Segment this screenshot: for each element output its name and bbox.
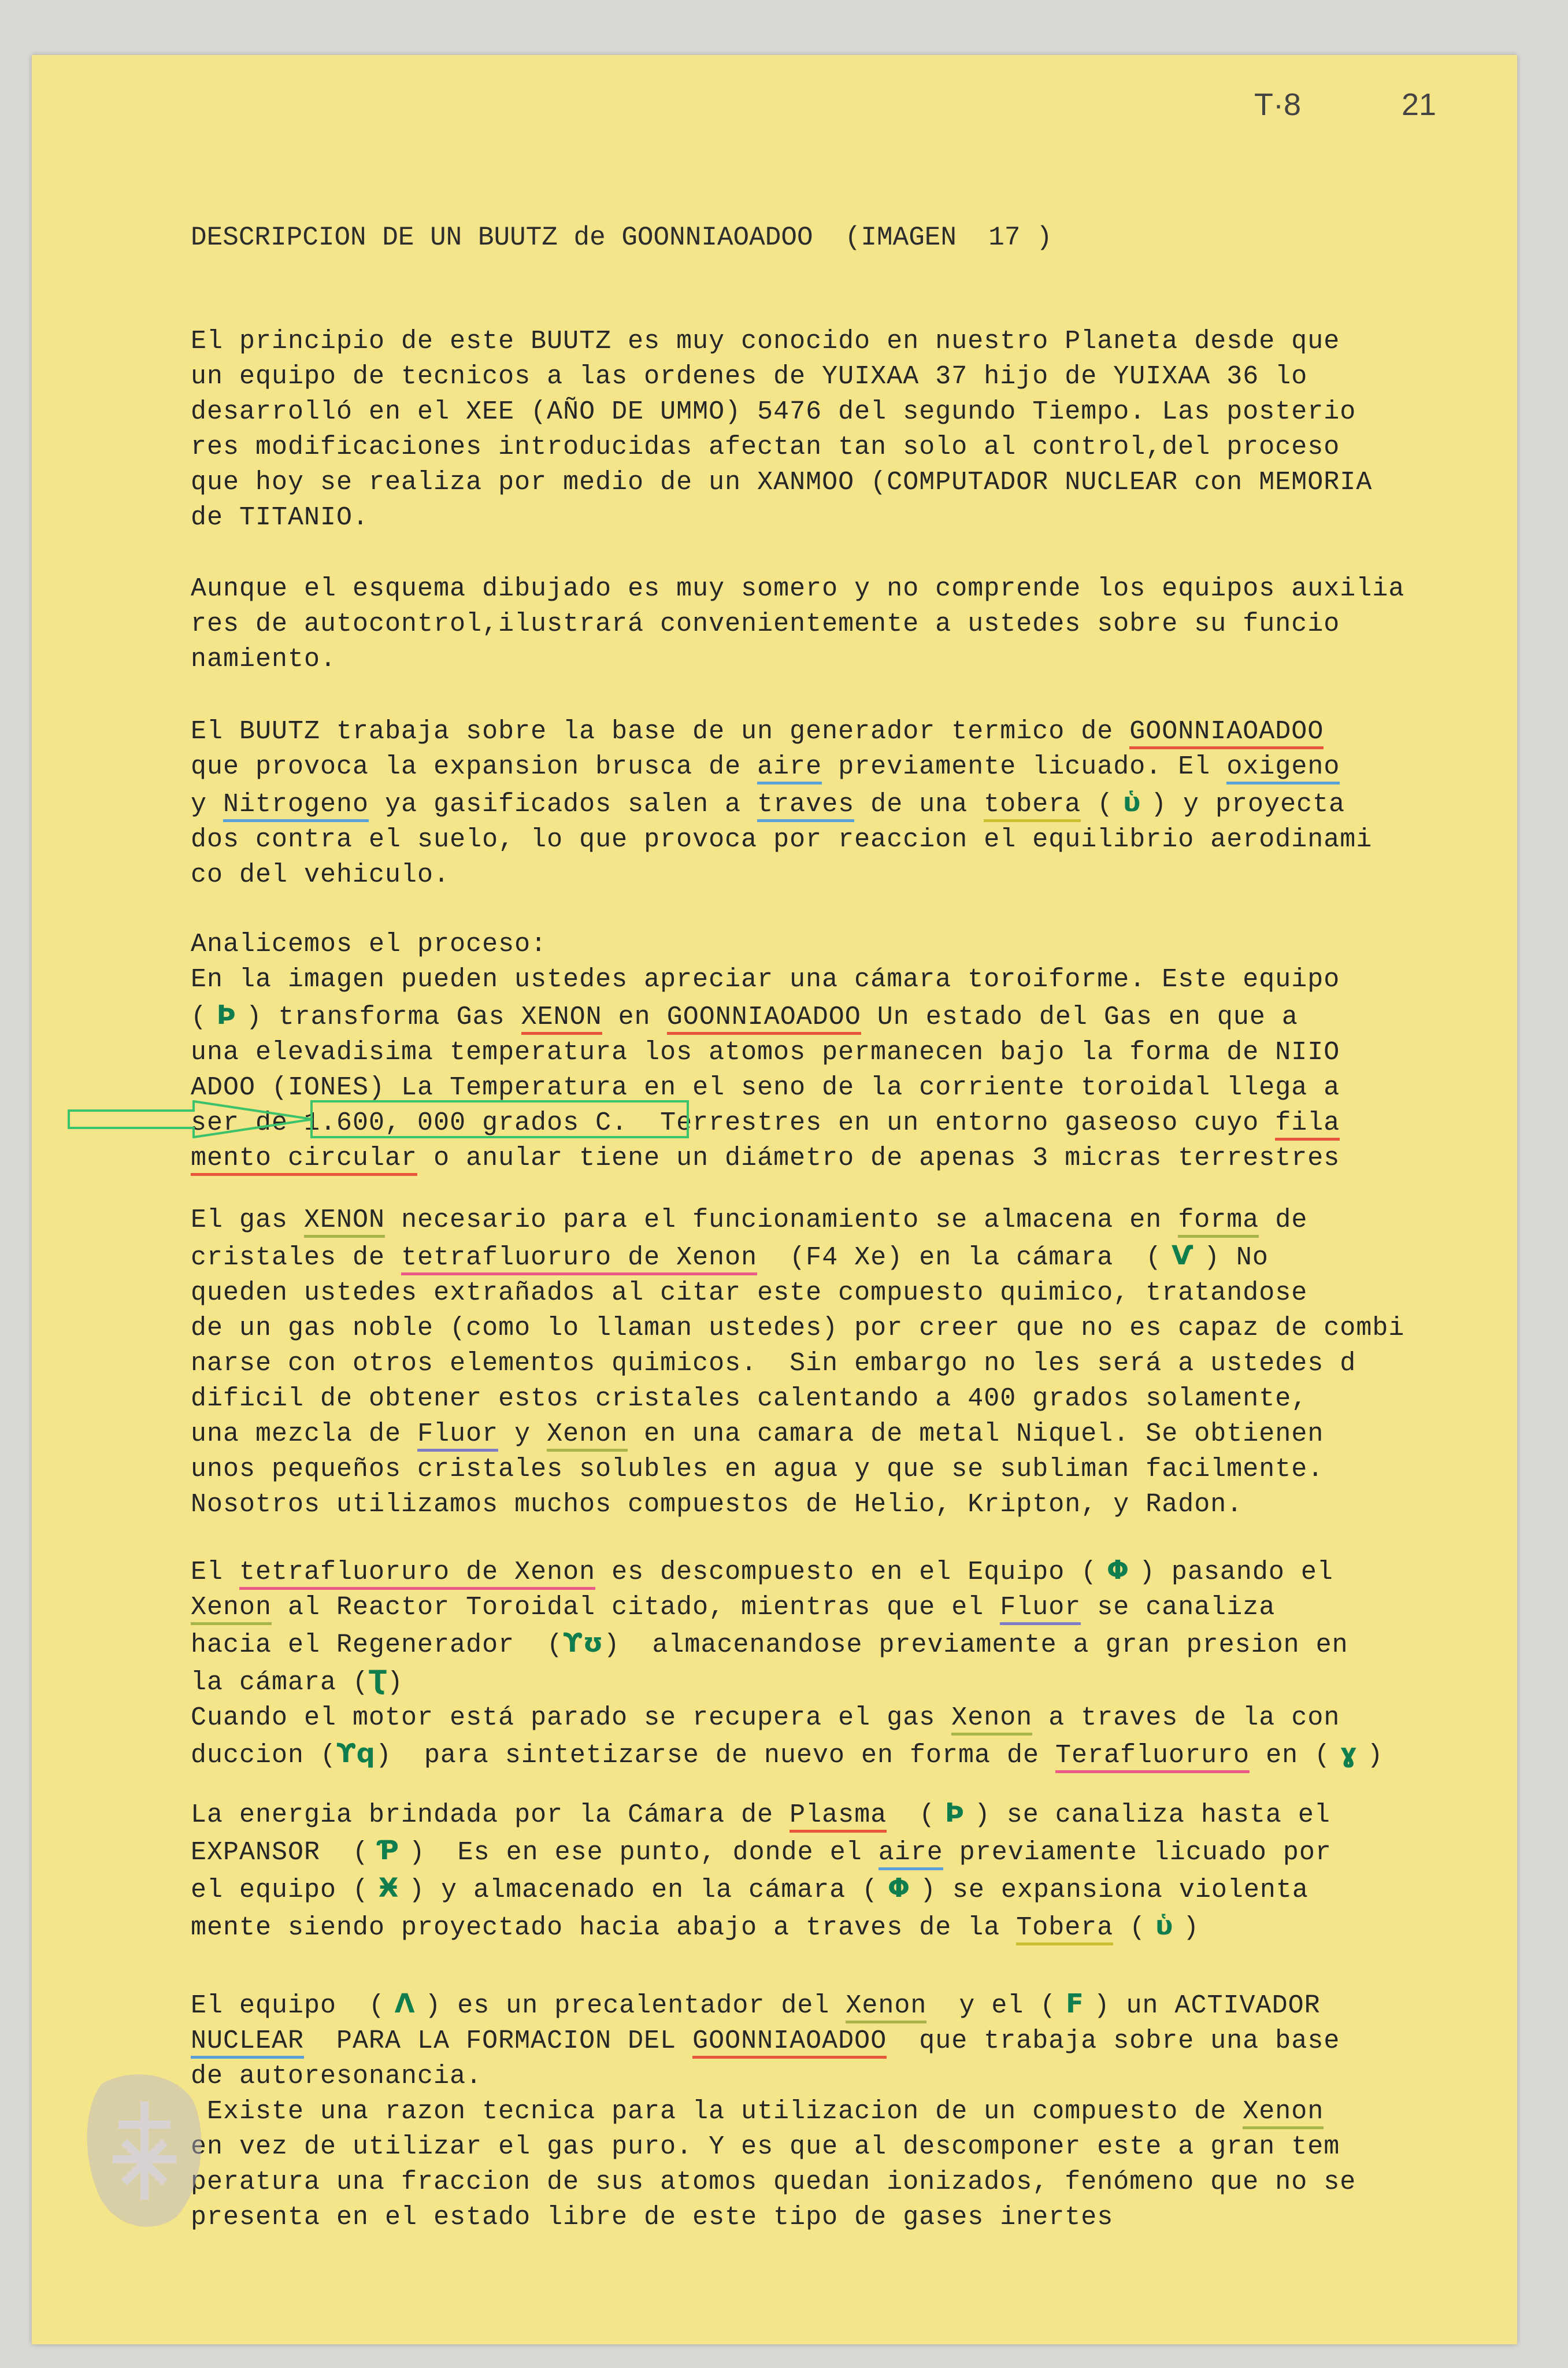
text-segment: ) transforma Gas	[246, 1002, 521, 1032]
underlined-term: Nitrogeno	[223, 790, 369, 822]
handwritten-symbol: Ϸ	[207, 1000, 246, 1030]
text-segment: ) Es en ese punto, donde el	[409, 1838, 878, 1867]
text-segment: desarrolló en el XEE (AÑO DE UMMO) 5476 del segundo Tiempo. Las posterio	[191, 397, 1356, 427]
underlined-term: tobera	[984, 790, 1081, 822]
paragraph-decomposition	[191, 1552, 1543, 1773]
temperature-highlight-box	[310, 1100, 689, 1138]
text-segment: )	[1367, 1741, 1384, 1770]
text-line	[191, 962, 1543, 997]
text-segment: ) pasando el	[1139, 1557, 1333, 1587]
paragraph-xenon-storage	[191, 1202, 1543, 1522]
text-segment: res de autocontrol,ilustrará convenientemente a ustedes sobre su funcio	[191, 609, 1340, 639]
underlined-term: GOONNIAOADOO	[667, 1002, 861, 1035]
text-segment: ) No	[1203, 1243, 1269, 1272]
underlined-term: Plasma	[789, 1800, 887, 1833]
text-segment: que trabaja sobre una base	[887, 2026, 1340, 2056]
text-segment: El equipo (	[191, 1991, 385, 2021]
text-segment: unos pequeños cristales solubles en agua y que se subliman facilmente.	[191, 1455, 1324, 1484]
text-line	[191, 1487, 1543, 1522]
underlined-term: XENON	[521, 1002, 602, 1035]
text-line	[191, 1311, 1543, 1346]
text-segment: a traves de la con	[1032, 1703, 1340, 1733]
handwritten-symbol: Ƥ	[369, 1835, 409, 1866]
text-line	[191, 714, 1543, 749]
text-line	[191, 324, 1543, 359]
text-segment: El principio de este BUUTZ es muy conocido en nuestro Planeta desde que	[191, 327, 1340, 356]
underlined-term: fila	[1275, 1108, 1340, 1141]
underlined-term: GOONNIAOADOO	[692, 2026, 887, 2059]
handwritten-symbol: Φ	[1097, 1555, 1139, 1585]
text-segment: (	[887, 1800, 936, 1830]
handwritten-symbol: ɣ	[1330, 1738, 1367, 1768]
text-line	[191, 1833, 1543, 1870]
stamp-seal-icon	[78, 2061, 211, 2234]
underlined-term: Terafluoruro	[1055, 1741, 1250, 1773]
text-segment: presenta en el estado libre de este tipo de gases inertes	[191, 2203, 1114, 2232]
handwritten-symbol: Φ	[878, 1873, 920, 1903]
text-line	[191, 1736, 1543, 1773]
text-segment: dificil de obtener estos cristales calentando a 400 grados solamente,	[191, 1384, 1308, 1414]
underlined-term: aire	[757, 752, 822, 785]
text-segment: ) se canaliza hasta el	[974, 1800, 1330, 1830]
text-segment: (	[191, 1002, 207, 1032]
paragraph-plasma-energy	[191, 1795, 1543, 1945]
handwritten-symbol: Ϸ	[935, 1797, 974, 1828]
text-line	[191, 1275, 1543, 1311]
document-page	[32, 55, 1517, 2344]
paragraph-scheme	[191, 571, 1543, 677]
text-line	[191, 2200, 1543, 2235]
text-line	[191, 1035, 1543, 1070]
text-segment: en vez de utilizar el gas puro. Y es que al descomponer este a gran tem	[191, 2132, 1340, 2162]
text-line	[191, 642, 1543, 677]
text-segment: namiento.	[191, 645, 337, 674]
text-segment: un equipo de tecnicos a las ordenes de YUIXAA 37 hijo de YUIXAA 36 lo	[191, 362, 1308, 391]
text-line	[191, 1452, 1543, 1487]
handwritten-symbol: ὑ	[1146, 1910, 1184, 1941]
text-segment: se canaliza	[1081, 1593, 1276, 1622]
text-line	[191, 394, 1543, 430]
text-segment: ) y proyecta	[1151, 790, 1345, 819]
text-segment: de TITANIO.	[191, 503, 369, 532]
text-segment: queden ustedes extrañados al citar este compuesto quimico, tratandose	[191, 1278, 1308, 1308]
text-segment: co del vehiculo.	[191, 860, 450, 890]
text-line	[191, 1416, 1543, 1452]
text-line	[191, 1238, 1543, 1275]
underlined-term: Xenon	[191, 1593, 272, 1625]
text-segment: narse con otros elementos quimicos. Sin embargo no les será a ustedes d	[191, 1349, 1356, 1378]
text-line	[191, 2094, 1543, 2129]
text-line	[191, 822, 1543, 857]
text-segment: La energia brindada por la Cámara de	[191, 1800, 790, 1830]
text-segment: de un gas noble (como lo llaman ustedes) por creer que no es capaz de combi	[191, 1314, 1405, 1343]
text-line	[191, 2164, 1543, 2200]
underlined-term: Fluor	[1000, 1593, 1081, 1625]
text-segment: Un estado del Gas en que a	[861, 1002, 1298, 1032]
text-line	[191, 1986, 1543, 2023]
page-number: 21	[1402, 87, 1437, 122]
text-segment: y	[498, 1419, 547, 1449]
text-line	[191, 2059, 1543, 2094]
text-line	[191, 997, 1543, 1035]
text-segment: )	[387, 1668, 403, 1697]
text-segment: que provoca la expansion brusca de	[191, 752, 758, 782]
text-line	[191, 1346, 1543, 1381]
text-line	[191, 1663, 1543, 1700]
text-line	[191, 2023, 1543, 2059]
text-segment: la cámara (	[191, 1668, 369, 1697]
text-line	[191, 1202, 1543, 1238]
text-line	[191, 1590, 1543, 1625]
text-segment: res modificaciones introducidas afectan tan solo al control,del proceso	[191, 432, 1340, 462]
text-segment: (	[1113, 1913, 1146, 1942]
underlined-term: mento circular	[191, 1144, 417, 1176]
text-segment: cristales de	[191, 1243, 402, 1272]
handwritten-symbol: Ѵ	[1162, 1240, 1204, 1271]
document-title: DESCRIPCION DE UN BUUTZ de GOONNIAOADOO (IMAGEN 17 )	[191, 223, 1052, 253]
text-segment: ) y almacenado en la cámara (	[409, 1875, 878, 1905]
text-segment: o anular tiene un diámetro de apenas 3 micras terrestres	[417, 1144, 1340, 1173]
text-segment: en	[602, 1002, 667, 1032]
underlined-term: XENON	[304, 1205, 385, 1238]
text-segment: ) se expansiona violenta	[920, 1875, 1308, 1905]
text-segment: El gas	[191, 1205, 305, 1235]
text-segment: necesario para el funcionamiento se almacena en	[385, 1205, 1178, 1235]
text-line	[191, 1700, 1543, 1736]
text-line	[191, 1141, 1543, 1176]
text-segment: mente siendo proyectado hacia abajo a traves de la	[191, 1913, 1017, 1942]
text-line	[191, 749, 1543, 785]
text-segment: El BUUTZ trabaja sobre la base de un generador termico de	[191, 717, 1130, 746]
text-segment: en una camara de metal Niquel. Se obtienen	[628, 1419, 1324, 1449]
handwritten-symbol: ϒʊ	[563, 1627, 604, 1658]
text-segment: Existe una razon tecnica para la utilizacion de un compuesto de	[191, 2097, 1243, 2126]
handwritten-symbol: Ϝ	[1056, 1988, 1094, 2019]
text-segment: previamente licuado. El	[822, 752, 1227, 782]
handwritten-symbol: Λ	[385, 1988, 425, 2019]
paragraph-process	[191, 927, 1543, 1176]
text-segment: hacia el Regenerador (	[191, 1630, 564, 1660]
text-line	[191, 606, 1543, 642]
text-segment: (F4 Xe) en la cámara (	[757, 1243, 1162, 1272]
text-segment: ) para sintetizarse de nuevo en forma de	[375, 1741, 1056, 1770]
text-segment: que hoy se realiza por medio de un XANMOO (COMPUTADOR NUCLEAR con MEMORIA	[191, 468, 1373, 497]
underlined-term: tetrafluoruro de Xenon	[239, 1557, 595, 1590]
underlined-term: traves	[757, 790, 854, 822]
text-segment: Cuando el motor está parado se recupera el gas	[191, 1703, 952, 1733]
handwritten-symbol: Ʈ	[369, 1665, 387, 1696]
underlined-term: forma	[1178, 1205, 1259, 1238]
text-line	[191, 785, 1543, 822]
handwritten-symbol: ϒq	[336, 1738, 376, 1768]
text-line	[191, 1908, 1543, 1945]
text-segment: dos contra el suelo, lo que provoca por reaccion el equilibrio aerodinami	[191, 825, 1373, 854]
text-segment: una elevadisima temperatura los atomos permanecen bajo la forma de NIIO	[191, 1038, 1340, 1067]
text-segment: Analicemos el proceso:	[191, 930, 547, 959]
text-line	[191, 1625, 1543, 1663]
text-line	[191, 430, 1543, 465]
text-segment: duccion (	[191, 1741, 337, 1770]
text-segment: ya gasificados salen a	[369, 790, 758, 819]
text-line	[191, 2129, 1543, 2164]
underlined-term: NUCLEAR	[191, 2026, 304, 2059]
text-segment: y	[191, 790, 224, 819]
text-segment: Nosotros utilizamos muchos compuestos de Helio, Kripton, y Radon.	[191, 1490, 1243, 1519]
text-line	[191, 571, 1543, 606]
underlined-term: tetrafluoruro de Xenon	[401, 1243, 757, 1275]
text-segment: es descompuesto en el Equipo (	[595, 1557, 1098, 1587]
paragraph-intro	[191, 324, 1543, 535]
underlined-term: Xenon	[1243, 2097, 1324, 2129]
paragraph-preheater	[191, 1986, 1543, 2235]
text-segment: peratura una fraccion de sus atomos quedan ionizados, fenómeno que no se	[191, 2167, 1356, 2197]
text-line	[191, 359, 1543, 394]
text-line	[191, 1795, 1543, 1833]
paragraph-buutz-base	[191, 714, 1543, 893]
text-segment: ) almacenandose previamente a gran presion en	[603, 1630, 1348, 1660]
page-code: T·8	[1254, 87, 1301, 122]
underlined-term: GOONNIAOADOO	[1129, 717, 1324, 749]
text-line	[191, 1870, 1543, 1908]
text-line	[191, 857, 1543, 893]
text-line	[191, 500, 1543, 535]
text-segment: El	[191, 1557, 240, 1587]
highlight-arrow-icon	[66, 1100, 315, 1138]
text-segment: de	[1259, 1205, 1308, 1235]
text-segment: en (	[1250, 1741, 1331, 1770]
text-line	[191, 1552, 1543, 1590]
text-segment: ADOO (IONES) La Temperatura en el seno de la corriente toroidal llega a	[191, 1073, 1340, 1102]
text-segment: En la imagen pueden ustedes apreciar una cámara toroiforme. Este equipo	[191, 965, 1340, 994]
text-line	[191, 927, 1543, 962]
text-segment: una mezcla de	[191, 1419, 418, 1449]
text-segment: Aunque el esquema dibujado es muy somero y no comprende los equipos auxilia	[191, 574, 1405, 604]
handwritten-symbol: Ӿ	[369, 1873, 409, 1903]
text-segment: de autoresonancia.	[191, 2062, 483, 2091]
handwritten-symbol: ὑ	[1113, 787, 1151, 817]
text-segment: al Reactor Toroidal citado, mientras que el	[272, 1593, 1000, 1622]
text-segment: PARA LA FORMACION DEL	[304, 2026, 693, 2056]
text-segment: ser de 1.600, 000 grados C. Terrestres en un entorno gaseoso cuyo	[191, 1108, 1276, 1138]
underlined-term: Fluor	[417, 1419, 498, 1452]
text-segment: EXPANSOR (	[191, 1838, 369, 1867]
text-segment: )	[1183, 1913, 1200, 1942]
underlined-term: Xenon	[951, 1703, 1032, 1736]
text-segment: (	[1081, 790, 1114, 819]
text-segment: previamente licuado por	[943, 1838, 1332, 1867]
text-segment: el equipo (	[191, 1875, 369, 1905]
text-line	[191, 465, 1543, 500]
underlined-term: Xenon	[547, 1419, 628, 1452]
underlined-term: Tobera	[1016, 1913, 1113, 1945]
text-segment: ) es un precalentador del	[425, 1991, 846, 2021]
text-line	[191, 1381, 1543, 1416]
text-segment: y el (	[926, 1991, 1057, 2021]
underlined-term: Xenon	[846, 1991, 926, 2023]
text-segment: de una	[854, 790, 984, 819]
underlined-term: aire	[878, 1838, 943, 1870]
underlined-term: oxigeno	[1226, 752, 1340, 785]
text-segment: ) un ACTIVADOR	[1093, 1991, 1321, 2021]
